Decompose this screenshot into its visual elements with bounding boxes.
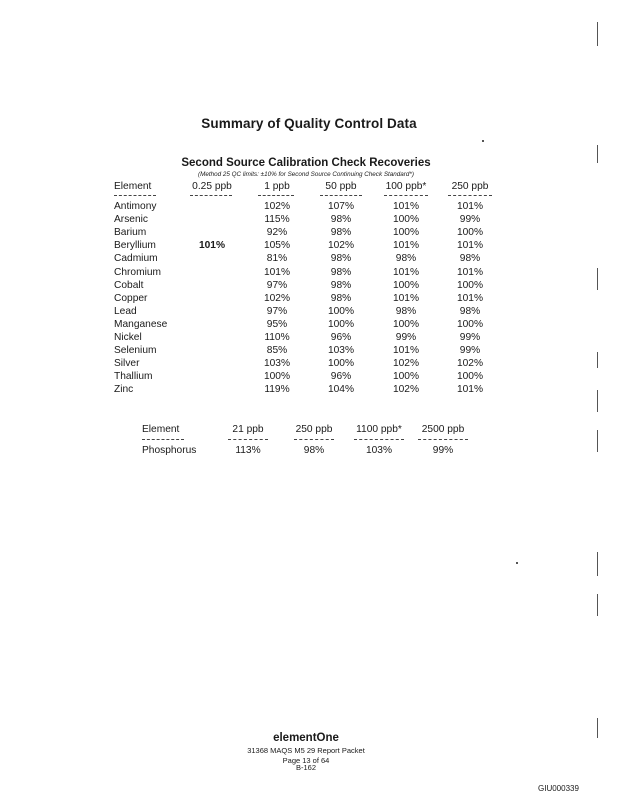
recovery-value: 99% (459, 345, 481, 357)
table-row (0, 345, 618, 358)
recovery-value: 98% (330, 227, 352, 239)
recovery-value: 102% (456, 358, 484, 370)
recovery-value: 101% (392, 292, 420, 304)
recovery-value: 81% (266, 253, 288, 265)
recovery-value: 100% (456, 371, 484, 383)
recovery-value: 98% (303, 445, 325, 456)
table-row (0, 332, 618, 345)
recovery-value: 98% (459, 253, 481, 265)
header-rule (294, 439, 334, 440)
recovery-value: 101% (392, 345, 420, 357)
recovery-value: 98% (330, 253, 352, 265)
recovery-value: 98% (330, 214, 352, 226)
scan-dot (516, 562, 518, 564)
recovery-value: 99% (432, 445, 454, 456)
recovery-value: 98% (395, 253, 417, 265)
column-header-250ppb: 250 ppb (451, 181, 489, 192)
column-header-21ppb: 21 ppb (232, 424, 264, 435)
page-number: Page 13 of 64 (282, 756, 330, 765)
scan-mark (597, 430, 604, 452)
recovery-value: 99% (395, 332, 417, 343)
header-rule (258, 195, 294, 196)
recovery-value: 99% (459, 214, 481, 226)
element-name: Nickel (114, 332, 142, 343)
recovery-value: 98% (330, 266, 352, 278)
recovery-value: 102% (392, 384, 420, 396)
element-name: Manganese (114, 318, 168, 330)
recovery-value: 100% (392, 371, 420, 383)
recovery-value: 92% (266, 227, 288, 239)
document-stamp: GIU000339 (538, 784, 579, 793)
table-header-row (0, 424, 618, 437)
column-header-element: Element (114, 181, 152, 192)
recovery-value: 85% (266, 345, 288, 357)
recovery-value: 101% (456, 266, 484, 278)
table-row (0, 240, 618, 253)
element-name: Chromium (114, 266, 161, 278)
element-name: Thallium (114, 371, 153, 383)
recovery-value: 100% (456, 227, 484, 239)
page-title: Summary of Quality Control Data (201, 116, 417, 131)
recovery-value: 100% (327, 305, 355, 317)
recovery-value: 103% (263, 358, 291, 370)
element-name: Copper (114, 292, 148, 304)
scan-mark (597, 552, 604, 576)
recovery-value: 100% (392, 318, 420, 330)
bates-number: B-162 (295, 763, 316, 772)
header-rule (114, 195, 156, 196)
recovery-value: 100% (392, 227, 420, 239)
column-header-025ppb: 0.25 ppb (192, 181, 232, 192)
recovery-value: 113% (235, 445, 261, 456)
element-name: Zinc (114, 384, 134, 396)
header-rule (320, 195, 362, 196)
recovery-value: 96% (330, 332, 352, 343)
scan-mark (597, 594, 604, 616)
recovery-value: 97% (266, 279, 288, 291)
recovery-value: 103% (327, 345, 355, 357)
recovery-value: 96% (330, 371, 352, 383)
scan-mark (597, 352, 604, 368)
recovery-value: 100% (456, 279, 484, 291)
recovery-value: 105% (263, 240, 291, 252)
table-row (0, 384, 618, 397)
recovery-value: 95% (266, 318, 288, 330)
column-header-1100ppb: 1100 ppb* (356, 424, 402, 435)
element-name: Antimony (114, 201, 157, 212)
table-row (0, 371, 618, 384)
scan-mark (597, 145, 604, 163)
recovery-value: 98% (330, 279, 352, 291)
header-rule (228, 439, 268, 440)
recovery-value: 98% (459, 305, 481, 317)
recovery-value: 101% (456, 240, 484, 252)
recovery-value: 100% (456, 318, 484, 330)
recovery-value: 119% (264, 384, 290, 396)
header-rule (190, 195, 232, 196)
scan-mark (597, 390, 604, 412)
recovery-value: 101% (392, 201, 420, 212)
recovery-value: 101% (456, 292, 484, 304)
recovery-value: 101% (456, 201, 484, 212)
table-row (0, 306, 618, 319)
scan-dot (482, 140, 484, 142)
column-header-element: Element (142, 424, 180, 435)
column-header-50ppb: 50 ppb (325, 181, 357, 192)
header-rule (448, 195, 492, 196)
header-rule (418, 439, 468, 440)
header-rule (142, 439, 184, 440)
column-header-250ppb: 250 ppb (295, 424, 333, 435)
column-header-1ppb: 1 ppb (264, 181, 290, 192)
recovery-value: 101% (263, 266, 291, 278)
table-row (0, 445, 618, 458)
table-row (0, 227, 618, 240)
table-row (0, 214, 618, 227)
header-rule (384, 195, 428, 196)
section-heading: Second Source Calibration Check Recoveries (181, 157, 431, 169)
element-name: Arsenic (114, 214, 148, 226)
element-name: Cobalt (114, 279, 144, 291)
qc-limits-note: (Method 25 QC limits: ±10% for Second Source Continuing Check Standard*) (198, 171, 414, 178)
header-rule (354, 439, 404, 440)
scan-mark (597, 268, 604, 290)
recovery-value: 101% (392, 240, 420, 252)
recovery-value: 101% (392, 266, 420, 278)
recovery-value: 99% (459, 332, 481, 343)
recovery-value: 102% (263, 201, 291, 212)
recovery-value: 107% (327, 201, 355, 212)
report-packet-line: 31368 MAQS M5 29 Report Packet (247, 746, 365, 755)
element-name: Beryllium (114, 240, 156, 252)
recovery-value: 103% (365, 445, 393, 456)
element-name: Phosphorus (142, 445, 197, 456)
column-header-100ppb: 100 ppb* (385, 181, 427, 192)
table-row (0, 358, 618, 371)
recovery-value: 98% (330, 292, 352, 304)
recovery-value: 102% (263, 292, 291, 304)
table-row (0, 253, 618, 266)
element-name: Cadmium (114, 253, 158, 265)
table-row (0, 267, 618, 280)
recovery-value: 98% (395, 305, 417, 317)
recovery-value: 97% (266, 305, 288, 317)
recovery-value: 101% (198, 240, 226, 252)
element-name: Lead (114, 305, 137, 317)
element-name: Barium (114, 227, 147, 239)
recovery-value: 110% (264, 332, 290, 343)
recovery-value: 102% (327, 240, 355, 252)
recovery-value: 100% (392, 214, 420, 226)
table-row (0, 319, 618, 332)
recovery-value: 115% (264, 214, 290, 226)
table-header-row (0, 181, 618, 194)
recovery-value: 101% (456, 384, 484, 396)
recovery-value: 104% (327, 384, 355, 396)
column-header-2500ppb: 2500 ppb (421, 424, 465, 435)
recovery-value: 100% (327, 318, 355, 330)
company-brand: elementOne (273, 732, 339, 744)
element-name: Silver (114, 358, 140, 370)
recovery-value: 102% (392, 358, 420, 370)
scan-mark (597, 22, 604, 46)
table-row (0, 293, 618, 306)
recovery-value: 100% (327, 358, 355, 370)
table-row (0, 201, 618, 214)
recovery-value: 100% (263, 371, 291, 383)
recovery-value: 100% (392, 279, 420, 291)
scan-mark (597, 718, 604, 738)
element-name: Selenium (114, 345, 157, 357)
table-row (0, 280, 618, 293)
